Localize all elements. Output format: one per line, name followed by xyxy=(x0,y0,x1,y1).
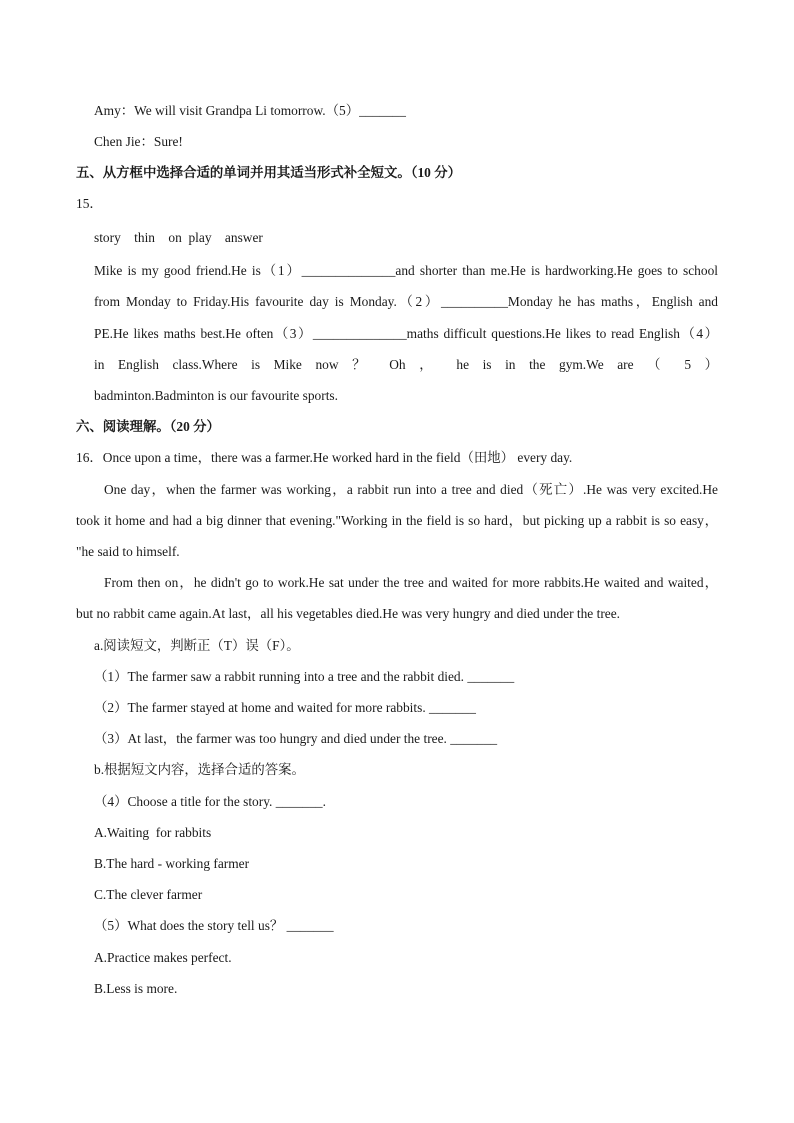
q4-option-a: A.Waiting for rabbits xyxy=(94,825,212,840)
story-line-2: One day，when the farmer was working，a rabbit run into a tree and died（死亡）.He was very excited.He xyxy=(104,482,718,497)
story-line-1: 16．Once upon a time，there was a farmer.He worked hard in the field（田地） every day. xyxy=(76,450,573,465)
passage-line-5: badminton.Badminton is our favourite sports. xyxy=(94,388,338,403)
story-line-4: "he said to himself. xyxy=(76,544,180,559)
q4-option-c: C.The clever farmer xyxy=(94,887,203,902)
story-line-6: but no rabbit came again.At last，all his vegetables died.He was very hungry and died under the tree. xyxy=(76,606,621,621)
story-line-5: From then on，he didn't go to work.He sat under the tree and waited for more rabbits.He waited and waited， xyxy=(104,575,718,590)
q5-option-b: B.Less is more. xyxy=(94,981,178,996)
true-false-item-1: （1）The farmer saw a rabbit running into a tree and the rabbit died. _______ xyxy=(94,669,515,684)
passage-line-1: Mike is my good friend.He is（1）______________and shorter than me.He is hardworking.He goes to school xyxy=(94,263,718,278)
dialogue-line-amy: Amy：We will visit Grandpa Li tomorrow.（5）_______ xyxy=(94,103,406,118)
passage-line-4: in English class.Where is Mike now ？ Oh ， he is in the gym.We are （ 5 ） xyxy=(94,357,718,372)
q5-option-a: A.Practice makes perfect. xyxy=(94,950,232,965)
story-line-3: took it home and had a big dinner that evening."Working in the field is so hard，but picking up a rabbit is so easy， xyxy=(76,513,718,528)
section-6-heading: 六、阅读理解。（20 分） xyxy=(76,419,220,434)
true-false-item-2: （2）The farmer stayed at home and waited for more rabbits. _______ xyxy=(94,700,476,715)
true-false-item-3: （3）At last，the farmer was too hungry and died under the tree. _______ xyxy=(94,731,498,746)
section-5-heading: 五、从方框中选择合适的单词并用其适当形式补全短文。（10 分） xyxy=(76,165,461,180)
word-box: story thin on play answer xyxy=(94,230,263,245)
passage-line-3: PE.He likes maths best.He often（3）______________maths difficult questions.He likes to read English（4） xyxy=(94,326,718,341)
dialogue-line-chen-jie: Chen Jie：Sure! xyxy=(94,134,183,149)
passage-line-2: from Monday to Friday.His favourite day is Monday.（2）__________Monday he has maths，English and xyxy=(94,294,718,309)
question-5: （5）What does the story tell us？ _______ xyxy=(94,918,334,933)
part-b-instruction: b.根据短文内容，选择合适的答案。 xyxy=(94,762,305,777)
question-number-15: 15． xyxy=(76,196,103,211)
part-a-instruction: a.阅读短文，判断正（T）误（F）。 xyxy=(94,638,300,653)
q4-option-b: B.The hard - working farmer xyxy=(94,856,250,871)
question-4: （4）Choose a title for the story. _______. xyxy=(94,794,326,809)
